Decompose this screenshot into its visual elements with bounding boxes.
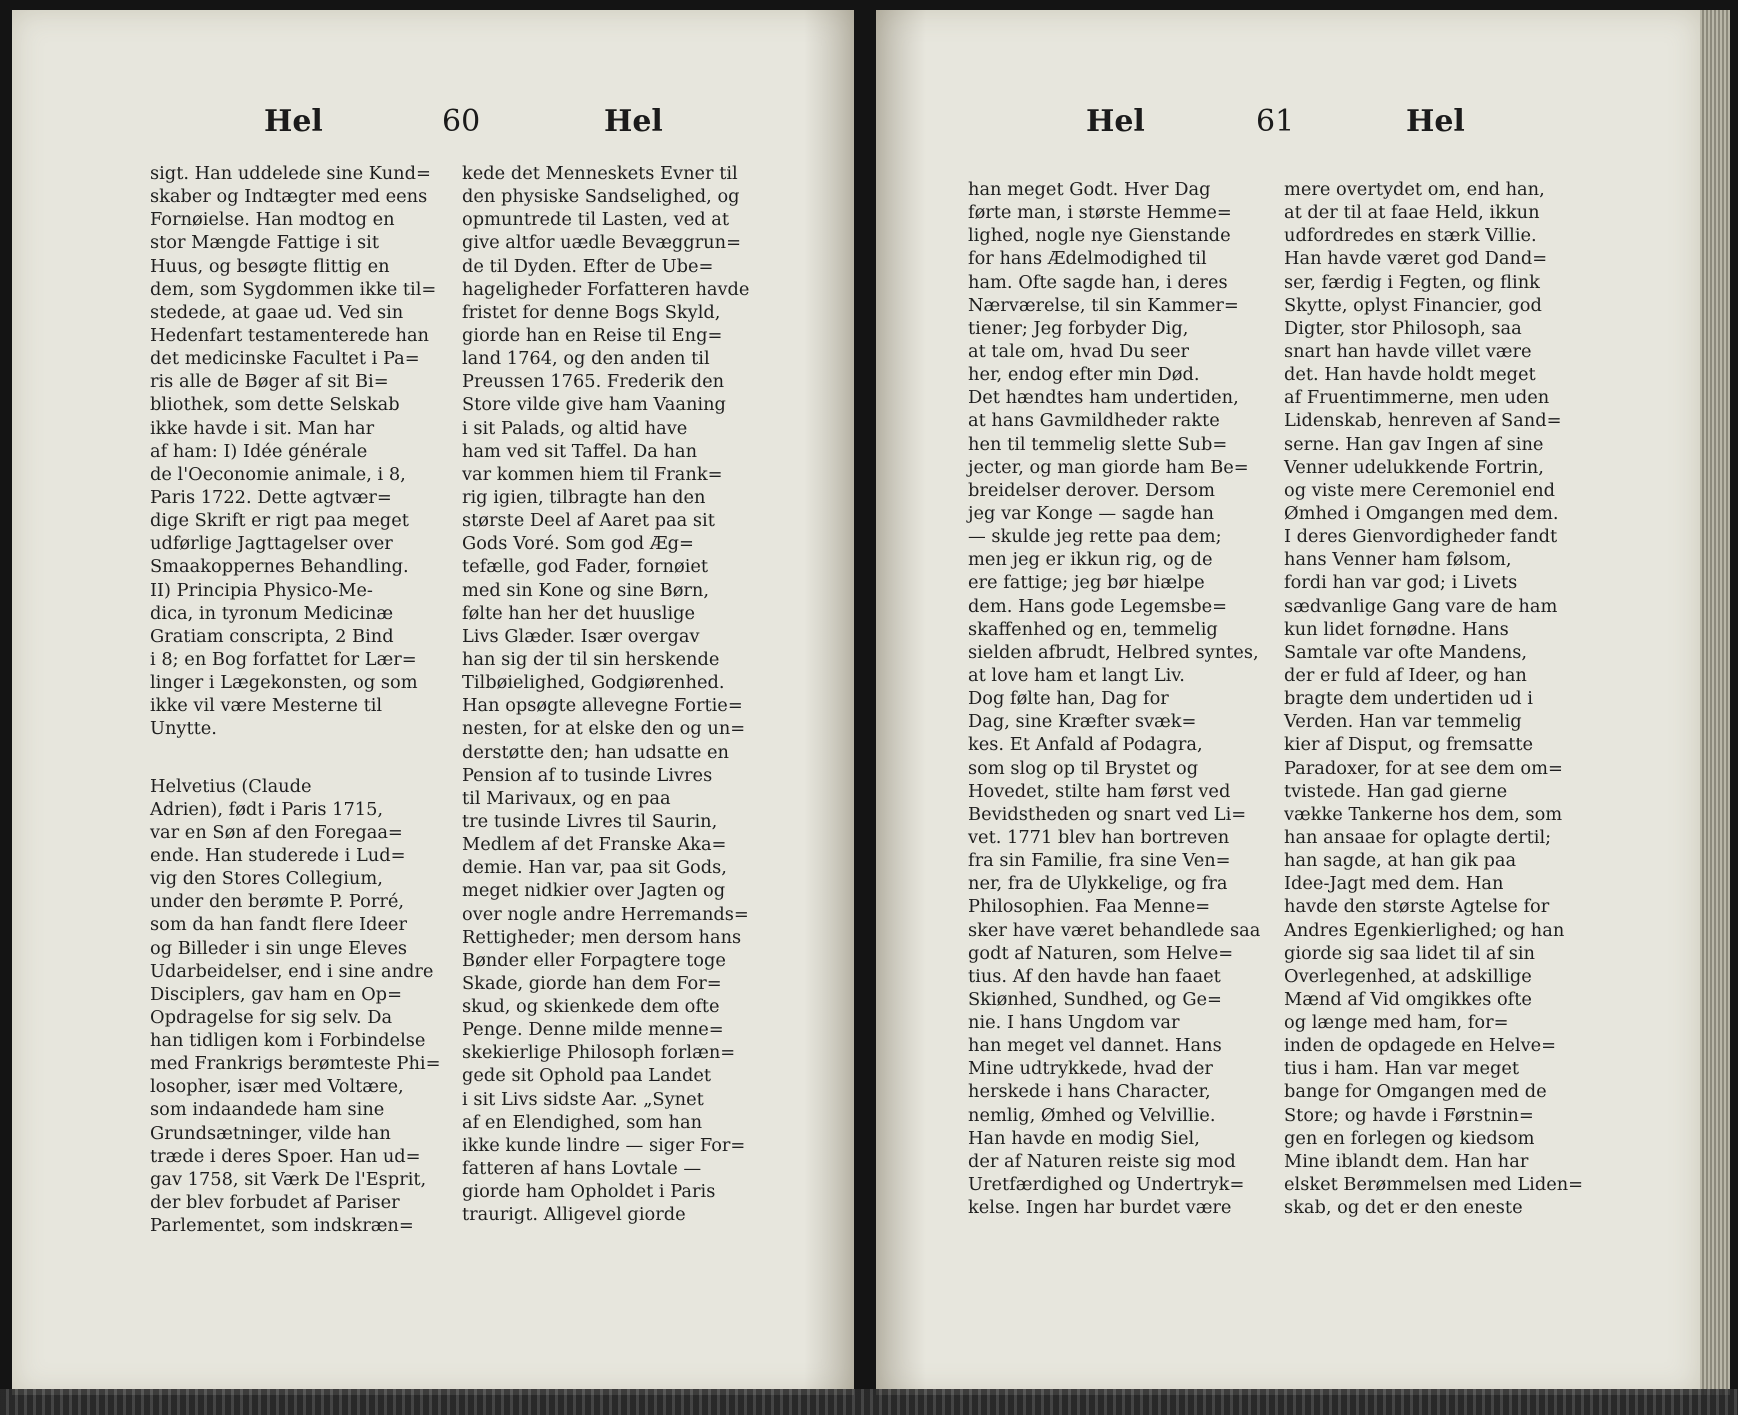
text-line: ikke kunde lindre — siger For= <box>462 1134 746 1156</box>
text-line: Mine iblandt dem. Han har <box>1284 1150 1529 1172</box>
text-line: skab, og det er den eneste <box>1284 1197 1523 1219</box>
text-line: var kommen hiem til Frank= <box>462 463 723 485</box>
text-line: tvistede. Han gad gierne <box>1284 780 1508 802</box>
text-line: af ham: I) Idée générale <box>150 440 368 462</box>
text-line: jeg var Konge — sagde han <box>968 502 1214 524</box>
text-line: breidelser derover. Dersom <box>968 479 1215 501</box>
text-line: Venner udelukkende Fortrin, <box>1284 456 1544 478</box>
text-line: at love ham et langt Liv. <box>968 664 1185 686</box>
text-line: Pension af to tusinde Livres <box>462 764 713 786</box>
text-line: i sit Livs sidste Aar. „Synet <box>462 1088 704 1110</box>
text-line: Penge. Denne milde menne= <box>462 1019 724 1041</box>
text-line: nemlig, Ømhed og Velvillie. <box>968 1104 1216 1126</box>
text-line: ham. Ofte sagde han, i deres <box>968 271 1228 293</box>
text-line: under den berømte P. Porré, <box>150 891 405 913</box>
text-line: ende. Han studerede i Lud= <box>150 844 406 866</box>
text-line: Gods Voré. Som god Æg= <box>462 533 694 555</box>
text-line: var en Søn af den Foregaa= <box>150 821 403 843</box>
text-line: gen en forlegen og kiedsom <box>1284 1127 1535 1149</box>
text-line: som indaandede ham sine <box>150 1099 385 1121</box>
text-line: tiener; Jeg forbyder Dig, <box>968 317 1189 339</box>
text-line: giorde sig saa lidet til af sin <box>1284 942 1536 964</box>
text-line: han sagde, at han gik paa <box>1284 850 1517 872</box>
text-line: den physiske Sandselighed, og <box>462 186 740 208</box>
text-line: traurigt. Alligevel giorde <box>462 1204 686 1226</box>
text-line: følte han her det huuslige <box>462 602 696 624</box>
text-line: bliothek, som dette Selskab <box>150 394 400 416</box>
text-line: ris alle de Bøger af sit Bi= <box>150 371 389 393</box>
text-line: og viste mere Ceremoniel end <box>1284 479 1556 501</box>
text-line: tefælle, god Fader, fornøiet <box>462 556 709 578</box>
paragraph-break <box>150 741 460 775</box>
text-line: sædvanlige Gang vare de ham <box>1284 595 1558 617</box>
running-head <box>876 104 1700 144</box>
text-line: Skiønhed, Sundhed, og Ge= <box>968 988 1222 1010</box>
text-line: mere overtydet om, end han, <box>1284 179 1545 200</box>
text-line: stedede, at gaae ud. Ved sin <box>150 301 404 323</box>
text-line: hageligheder Forfatteren havde <box>462 278 750 300</box>
text-line: og længe med ham, for= <box>1284 1012 1509 1034</box>
text-line: II) Principia Physico-Me- <box>150 579 373 601</box>
text-line: sigt. Han uddelede sine Kund= <box>150 163 431 184</box>
text-line: Hovedet, stilte ham først ved <box>968 780 1231 802</box>
text-column-right <box>462 162 772 1226</box>
text-line: det medicinske Facultet i Pa= <box>150 348 420 370</box>
text-line: Medlem af det Franske Aka= <box>462 834 727 856</box>
text-line: havde den største Agtelse for <box>1284 896 1550 918</box>
text-line: førte man, i største Hemme= <box>968 202 1232 224</box>
text-line: losopher, især med Voltære, <box>150 1076 404 1098</box>
text-line: som slog op til Brystet og <box>968 757 1199 779</box>
text-line: ser, færdig i Fegten, og flink <box>1284 271 1540 293</box>
text-line: dem. Hans gode Legemsbe= <box>968 595 1228 617</box>
text-line: Ømhed i Omgangen med dem. <box>1284 502 1559 524</box>
text-line: de l'Oeconomie animale, i 8, <box>150 463 406 485</box>
text-line: ner, fra de Ulykkelige, og fra <box>968 873 1228 895</box>
running-head-left: Hel <box>264 104 323 139</box>
text-line: over nogle andre Herremands= <box>462 903 749 925</box>
text-line: Bevidstheden og snart ved Li= <box>968 803 1247 825</box>
text-line: at tale om, hvad Du seer <box>968 340 1190 362</box>
text-line: Philosophien. Faa Menne= <box>968 896 1211 918</box>
text-line: Disciplers, gav ham en Op= <box>150 983 402 1005</box>
text-line: fristet for denne Bogs Skyld, <box>462 301 721 323</box>
text-line: han ansaae for oplagte dertil; <box>1284 826 1552 848</box>
text-line: med Frankrigs berømteste Phi= <box>150 1053 441 1075</box>
text-line: fra sin Familie, fra sine Ven= <box>968 850 1231 872</box>
text-line: Tilbøielighed, Godgiørenhed. <box>462 672 725 694</box>
text-line: Det hændtes ham undertiden, <box>968 387 1239 409</box>
text-line: vig den Stores Collegium, <box>150 868 383 890</box>
text-line: Han opsøgte allevegne Fortie= <box>462 695 743 717</box>
text-line: skaffenhed og en, temmelig <box>968 618 1218 640</box>
text-line: land 1764, og den anden til <box>462 348 710 370</box>
text-line: Parlementet, som indskræn= <box>150 1215 414 1237</box>
text-line: hans Venner ham følsom, <box>1284 549 1512 571</box>
text-line: jecter, og man giorde ham Be= <box>968 456 1249 478</box>
text-line: men jeg er ikkun rig, og de <box>968 549 1213 571</box>
gutter-shadow <box>876 10 926 1395</box>
text-line: Livs Glæder. Især overgav <box>462 625 700 647</box>
text-line: Smaakoppernes Behandling. <box>150 556 409 578</box>
text-line: træde i deres Spoer. Han ud= <box>150 1145 421 1167</box>
text-column-left <box>968 178 1268 1219</box>
text-line: som da han fandt flere Ideer <box>150 914 407 936</box>
page-edges <box>1700 10 1730 1395</box>
text-line: til Marivaux, og en paa <box>462 787 671 809</box>
text-line: giorde ham Opholdet i Paris <box>462 1181 716 1203</box>
text-line: der blev forbudet af Pariser <box>150 1192 400 1214</box>
text-line: Overlegenhed, at adskillige <box>1284 965 1532 987</box>
text-line: ere fattige; jeg bør hiælpe <box>968 572 1205 594</box>
text-line: skud, og skienkede dem ofte <box>462 996 720 1018</box>
text-line: Andres Egenkierlighed; og han <box>1284 919 1565 941</box>
text-line: kes. Et Anfald af Podagra, <box>968 734 1203 756</box>
text-line: udfordredes en stærk Villie. <box>1284 225 1537 247</box>
text-line: Mine udtrykkede, hvad der <box>968 1058 1213 1080</box>
text-line: stor Mængde Fattige i sit <box>150 232 380 254</box>
text-line: Han havde en modig Siel, <box>968 1127 1200 1149</box>
text-line: bange for Omgangen med de <box>1284 1081 1547 1103</box>
running-head-left: Hel <box>1086 104 1145 139</box>
text-line: kelse. Ingen har burdet være <box>968 1197 1232 1219</box>
text-line: give altfor uædle Bevæggrun= <box>462 232 741 254</box>
text-line: demie. Han var, paa sit Gods, <box>462 857 727 879</box>
text-line: Store vilde give ham Vaaning <box>462 394 726 416</box>
text-line: Fornøielse. Han modtog en <box>150 209 395 231</box>
text-line: lighed, nogle nye Gienstande <box>968 225 1231 247</box>
text-line: skaber og Indtægter med eens <box>150 186 428 208</box>
text-line: skekierlige Philosoph forlæn= <box>462 1042 736 1064</box>
running-head <box>12 104 854 144</box>
text-line: nesten, for at elske den og un= <box>462 718 746 740</box>
text-line: Paris 1722. Dette agtvær= <box>150 486 392 508</box>
text-line: — skulde jeg rette paa dem; <box>968 526 1222 548</box>
text-column-left <box>150 162 460 1237</box>
text-line: ikke havde i sit. Man har <box>150 417 375 439</box>
text-line: nie. I hans Ungdom var <box>968 1012 1180 1034</box>
text-line: Bønder eller Forpagtere toge <box>462 949 726 971</box>
text-line: tre tusinde Livres til Saurin, <box>462 810 718 832</box>
text-line: tius i ham. Han var meget <box>1284 1058 1520 1080</box>
text-line: Opdragelse for sig selv. Da <box>150 1006 393 1028</box>
text-line: kede det Menneskets Evner til <box>462 163 738 184</box>
text-line: herskede i hans Character, <box>968 1081 1211 1103</box>
text-line: kier af Disput, og fremsatte <box>1284 734 1534 756</box>
text-line: Paradoxer, for at see dem om= <box>1284 757 1563 779</box>
running-head-right: Hel <box>604 104 663 139</box>
text-line: det. Han havde holdt meget <box>1284 364 1536 386</box>
right-page <box>876 10 1700 1395</box>
text-line: Uretfærdighed og Undertryk= <box>968 1174 1245 1196</box>
text-line: inden de opdagede en Helve= <box>1284 1035 1557 1057</box>
text-line: for hans Ædelmodighed til <box>968 248 1207 270</box>
text-line: at hans Gavmildheder rakte <box>968 410 1220 432</box>
text-line: Hedenfart testamenterede han <box>150 324 429 346</box>
text-line: dem, som Sygdommen ikke til= <box>150 278 437 300</box>
text-line: Dog følte han, Dag for <box>968 688 1169 710</box>
text-line: han meget vel dannet. Hans <box>968 1035 1222 1057</box>
text-line: bragte dem undertiden ud i <box>1284 688 1533 710</box>
text-line: og Billeder i sin unge Eleves <box>150 937 408 959</box>
text-line: i sit Palads, og altid have <box>462 417 688 439</box>
text-line: Helvetius (Claude <box>150 775 312 797</box>
text-line: af Fruentimmerne, men uden <box>1284 387 1550 409</box>
text-line: tius. Af den havde han faaet <box>968 965 1221 987</box>
text-line: vet. 1771 blev han bortreven <box>968 826 1230 848</box>
text-line: Adrien), født i Paris 1715, <box>150 798 384 820</box>
text-line: Rettigheder; men dersom hans <box>462 926 742 948</box>
text-line: serne. Han gav Ingen af sine <box>1284 433 1544 455</box>
text-line: Lidenskab, henreven af Sand= <box>1284 410 1562 432</box>
text-line: Han havde været god Dand= <box>1284 248 1548 270</box>
text-line: Preussen 1765. Frederik den <box>462 371 725 393</box>
text-line: elsket Berømmelsen med Liden= <box>1284 1174 1584 1196</box>
text-line: der af Naturen reiste sig mod <box>968 1150 1236 1172</box>
text-line: Gratiam conscripta, 2 Bind <box>150 625 394 647</box>
text-line: snart han havde villet være <box>1284 340 1532 362</box>
text-line: giorde han en Reise til Eng= <box>462 324 723 346</box>
text-line: Idee-Jagt med dem. Han <box>1284 873 1504 895</box>
text-line: godt af Naturen, som Helve= <box>968 942 1234 964</box>
text-line: dica, in tyronum Medicinæ <box>150 602 394 624</box>
scanner-bed-edge <box>0 1389 1738 1415</box>
text-line: Udarbeidelser, end i sine andre <box>150 960 434 982</box>
text-line: sker have været behandlede saa <box>968 919 1261 941</box>
gutter-shadow <box>804 10 854 1395</box>
text-line: Huus, og besøgte flittig en <box>150 255 390 277</box>
text-line: der er fuld af Ideer, og han <box>1284 664 1527 686</box>
text-line: vække Tankerne hos dem, som <box>1284 803 1563 825</box>
text-line: gede sit Ophold paa Landet <box>462 1065 712 1087</box>
text-line: Nærværelse, til sin Kammer= <box>968 294 1239 316</box>
text-line: de til Dyden. Efter de Ube= <box>462 255 714 277</box>
text-line: kun lidet fornødne. Hans <box>1284 618 1509 640</box>
text-line: Digter, stor Philosoph, saa <box>1284 317 1522 339</box>
text-line: i 8; en Bog forfattet for Lær= <box>150 648 417 670</box>
text-line: Unytte. <box>150 718 217 740</box>
left-page <box>12 10 854 1395</box>
text-line: Samtale var ofte Mandens, <box>1284 641 1528 663</box>
running-head-right: Hel <box>1406 104 1465 139</box>
text-line: Mænd af Vid omgikkes ofte <box>1284 988 1532 1010</box>
text-line: ham ved sit Taffel. Da han <box>462 440 698 462</box>
text-line: rig igien, tilbragte han den <box>462 486 706 508</box>
text-line: han sig der til sin herskende <box>462 648 720 670</box>
text-line: ikke vil være Mesterne til <box>150 695 383 717</box>
text-line: Grundsætninger, vilde han <box>150 1122 391 1144</box>
text-line: fatteren af hans Lovtale — <box>462 1158 702 1180</box>
text-line: dige Skrift er rigt paa meget <box>150 510 409 532</box>
text-line: Verden. Han var temmelig <box>1284 711 1522 733</box>
text-line: gav 1758, sit Værk De l'Esprit, <box>150 1168 427 1190</box>
text-line: her, endog efter min Død. <box>968 364 1200 386</box>
text-column-right <box>1284 178 1584 1219</box>
page-number: 61 <box>1256 104 1295 139</box>
text-line: opmuntrede til Lasten, ved at <box>462 209 730 231</box>
text-line: af en Elendighed, som han <box>462 1111 703 1133</box>
text-line: linger i Lægekonsten, og som <box>150 672 418 694</box>
text-line: at der til at faae Held, ikkun <box>1284 202 1540 224</box>
text-line: I deres Gienvordigheder fandt <box>1284 526 1558 548</box>
text-line: Dag, sine Kræfter svæk= <box>968 711 1197 733</box>
text-line: derstøtte den; han udsatte en <box>462 741 730 763</box>
text-line: hen til temmelig slette Sub= <box>968 433 1228 455</box>
text-line: største Deel af Aaret paa sit <box>462 510 715 532</box>
text-line: Skade, giorde han dem For= <box>462 972 722 994</box>
text-line: Skytte, oplyst Financier, god <box>1284 294 1542 316</box>
text-line: fordi han var god; i Livets <box>1284 572 1518 594</box>
text-line: meget nidkier over Jagten og <box>462 880 726 902</box>
text-line: sielden afbrudt, Helbred syntes, <box>968 641 1259 663</box>
text-line: han meget Godt. Hver Dag <box>968 179 1211 200</box>
text-line: udførlige Jagttagelser over <box>150 533 393 555</box>
text-line: Store; og havde i Førstnin= <box>1284 1104 1534 1126</box>
page-number: 60 <box>442 104 481 139</box>
text-line: med sin Kone og sine Børn, <box>462 579 710 601</box>
text-line: han tidligen kom i Forbindelse <box>150 1030 426 1052</box>
